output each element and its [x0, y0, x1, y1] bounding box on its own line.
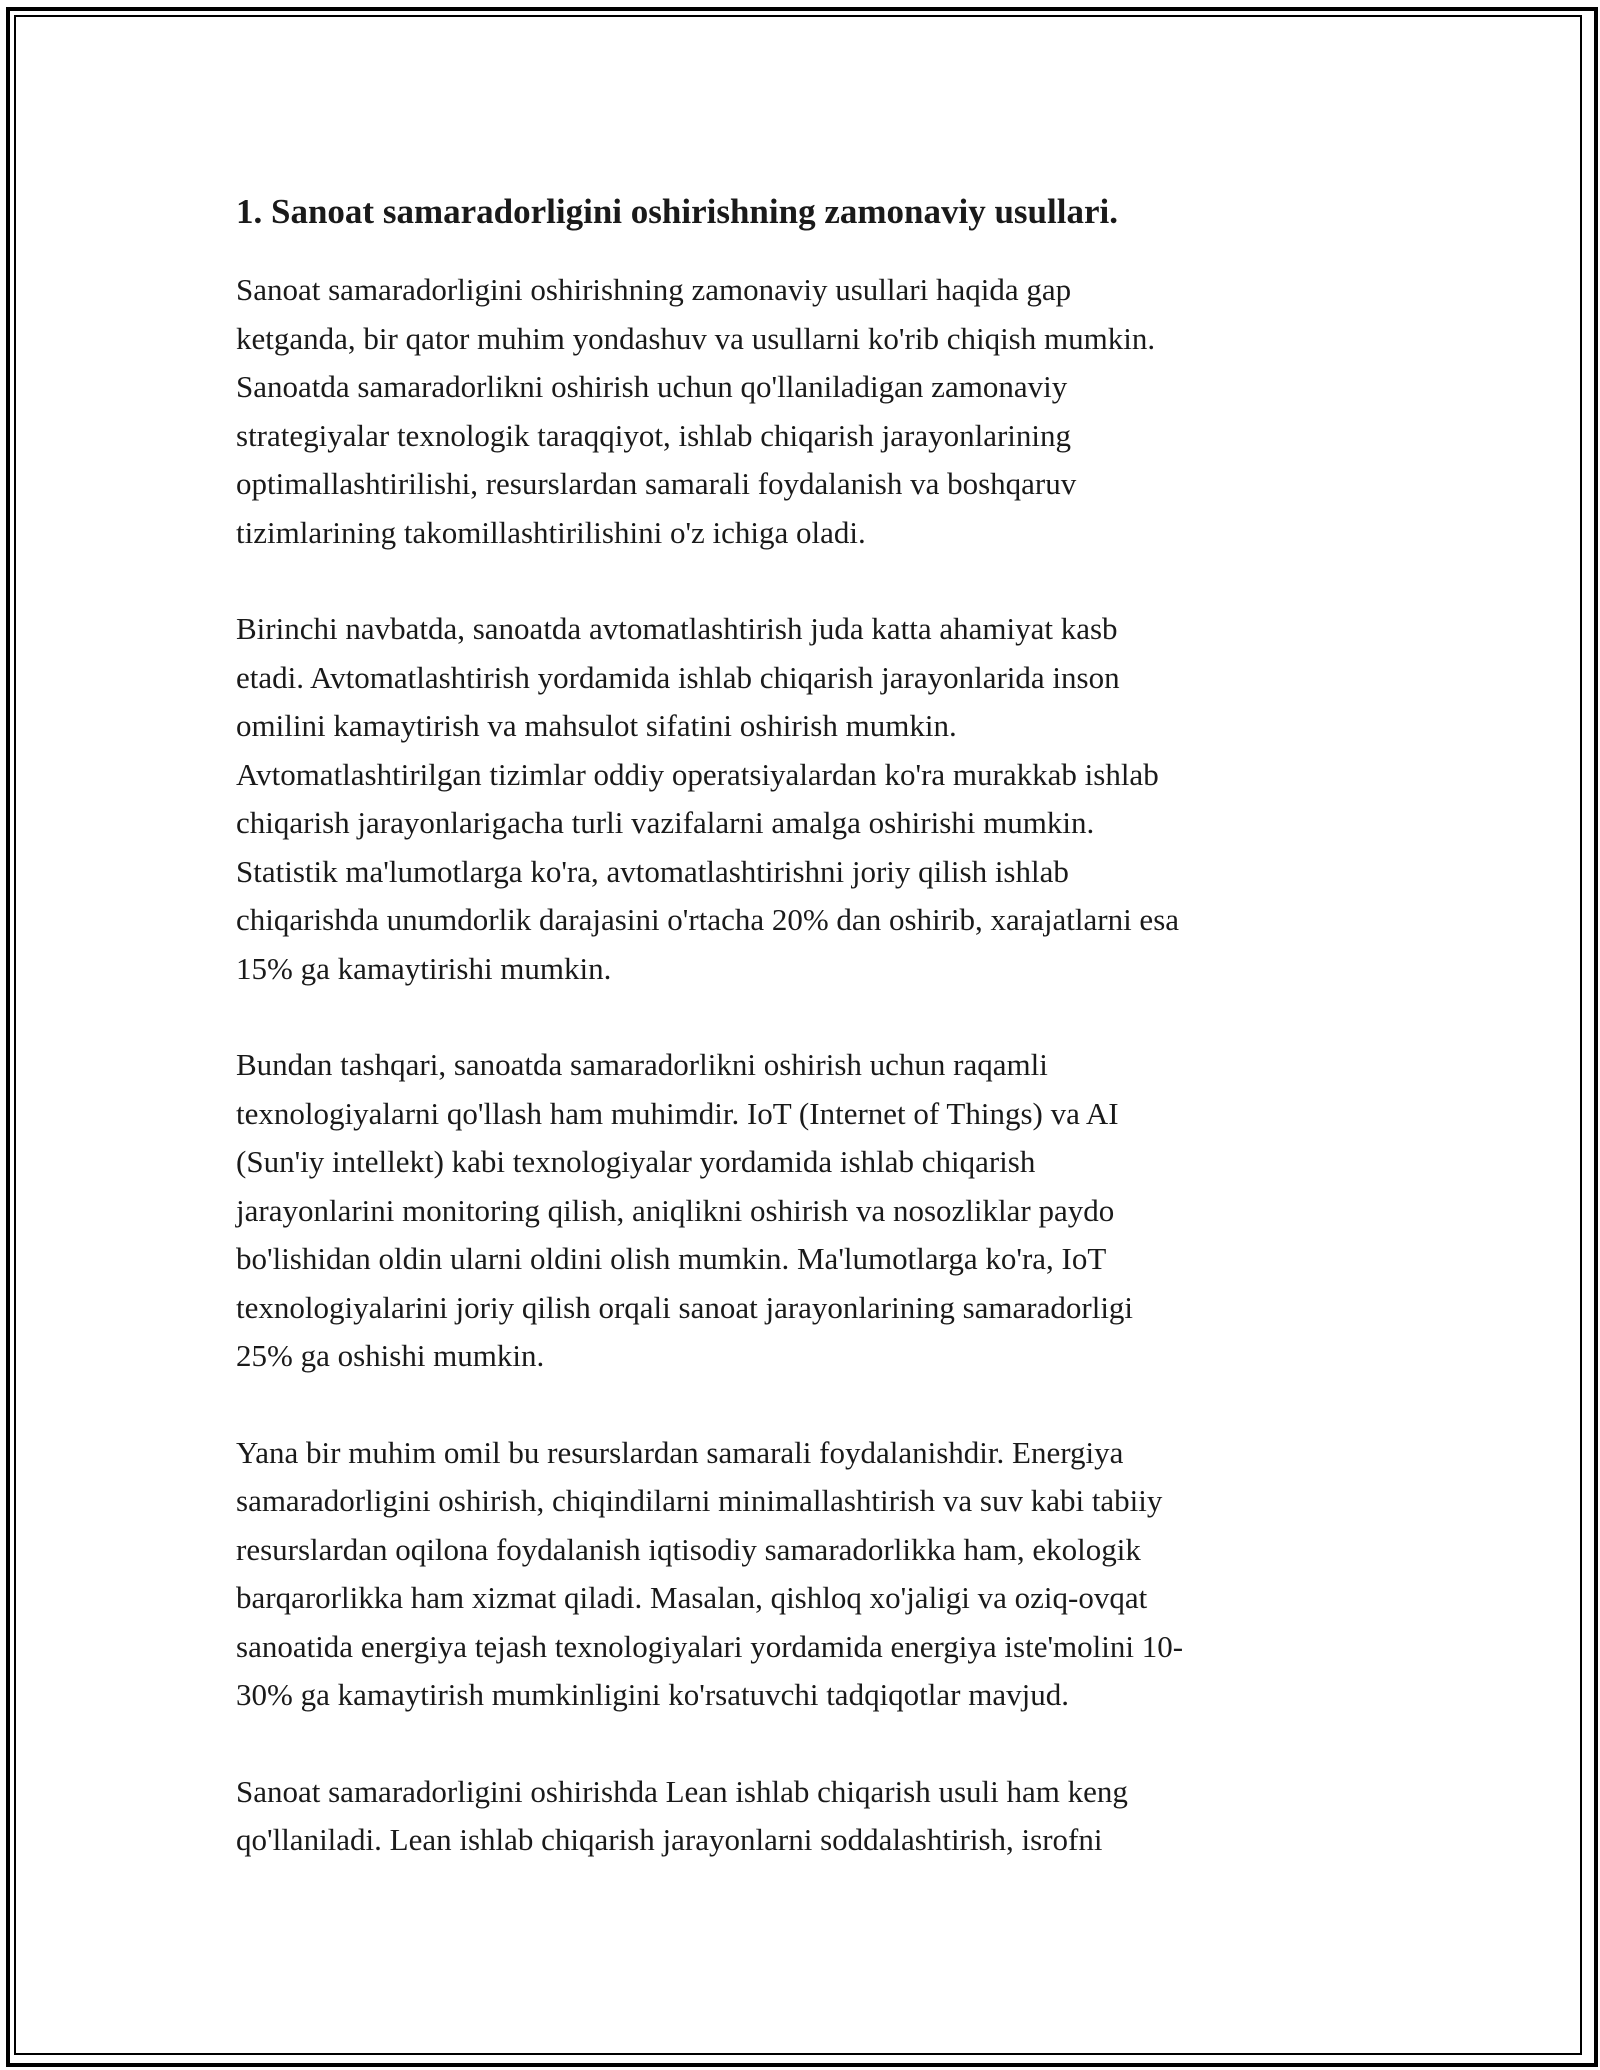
paragraph-line: Yana bir muhim omil bu resurslardan samarali foydalanishdir. Energiya [236, 1434, 1124, 1470]
paragraph-line: etadi. Avtomatlashtirish yordamida ishlab chiqarish jarayonlarida inson [236, 659, 1120, 695]
paragraph-line: strategiyalar texnologik taraqqiyot, ishlab chiqarish jarayonlarining [236, 417, 1072, 453]
paragraph-line: jarayonlarini monitoring qilish, aniqlikni oshirish va nosozliklar paydo [236, 1192, 1115, 1228]
paragraph-line: 30% ga kamaytirish mumkinligini ko'rsatuvchi tadqiqotlar mavjud. [236, 1677, 1069, 1712]
paragraph-line: ketganda, bir qator muhim yondashuv va usullarni ko'rib chiqish mumkin. [236, 320, 1156, 356]
paragraph-intro [236, 266, 1366, 557]
paragraph-line: 15% ga kamaytirishi mumkin. [236, 950, 612, 986]
paragraph-line: Birinchi navbatda, sanoatda avtomatlashtirish juda katta ahamiyat kasb [236, 611, 1118, 646]
paragraph-line: 25% ga oshishi mumkin. [236, 1338, 545, 1373]
paragraph-line: texnologiyalarini joriy qilish orqali sanoat jarayonlarining samaradorligi [236, 1289, 1134, 1325]
paragraph-line: chiqarish jarayonlarigacha turli vazifalarni amalga oshirishi mumkin. [236, 805, 1095, 840]
paragraph-resources [236, 1429, 1366, 1720]
paragraph-line: Sanoat samaradorligini oshirishning zamonaviy usullari haqida gap [236, 272, 1072, 307]
paragraph-digital-tech [236, 1041, 1366, 1381]
paragraph-line: sanoatida energiya tejash texnologiyalari yordamida energiya iste'molini 10- [236, 1628, 1184, 1664]
paragraph-lean [236, 1768, 1366, 1865]
paragraph-line: chiqarishda unumdorlik darajasini o'rtacha 20% dan oshirib, xarajatlarni esa [236, 902, 1180, 937]
paragraph-line: Sanoat samaradorligini oshirishda Lean ishlab chiqarish usuli ham keng [236, 1773, 1128, 1809]
paragraph-line: barqarorlikka ham xizmat qiladi. Masalan, qishloq xo'jaligi va oziq-ovqat [236, 1580, 1148, 1615]
section-heading: 1. Sanoat samaradorligini oshirishning zamonaviy usullari. [236, 192, 1118, 231]
paragraph-line: qo'llaniladi. Lean ishlab chiqarish jarayonlarni soddalashtirish, isrofni [236, 1822, 1103, 1857]
paragraph-line: Avtomatlashtirilgan tizimlar oddiy operatsiyalardan ko'ra murakkab ishlab [236, 756, 1159, 792]
paragraph-line: Statistik ma'lumotlarga ko'ra, avtomatlashtirishni joriy qilish ishlab [236, 853, 1069, 889]
paragraph-line: samaradorligini oshirish, chiqindilarni minimallashtirish va suv kabi tabiiy [236, 1483, 1163, 1518]
paragraph-line: bo'lishidan oldin ularni oldini olish mumkin. Ma'lumotlarga ko'ra, IoT [236, 1241, 1107, 1276]
paragraph-line: tizimlarining takomillashtirilishini o'z ichiga oladi. [236, 514, 866, 550]
paragraph-line: (Sun'iy intellekt) kabi texnologiyalar yordamida ishlab chiqarish [236, 1144, 1036, 1179]
paragraph-line: texnologiyalarni qo'llash ham muhimdir. IoT (Internet of Things) va AI [236, 1095, 1119, 1131]
document-body [236, 188, 1366, 1913]
paragraph-line: resurslardan oqilona foydalanish iqtisodiy samaradorlikka ham, ekologik [236, 1531, 1141, 1567]
paragraph-line: Sanoatda samaradorlikni oshirish uchun qo'llaniladigan zamonaviy [236, 369, 1068, 404]
paragraph-line: Bundan tashqari, sanoatda samaradorlikni oshirish uchun raqamli [236, 1047, 1048, 1082]
paragraph-line: omilini kamaytirish va mahsulot sifatini oshirish mumkin. [236, 708, 957, 743]
paragraph-automation [236, 605, 1366, 993]
paragraph-line: optimallashtirilishi, resurslardan samarali foydalanish va boshqaruv [236, 466, 1077, 501]
